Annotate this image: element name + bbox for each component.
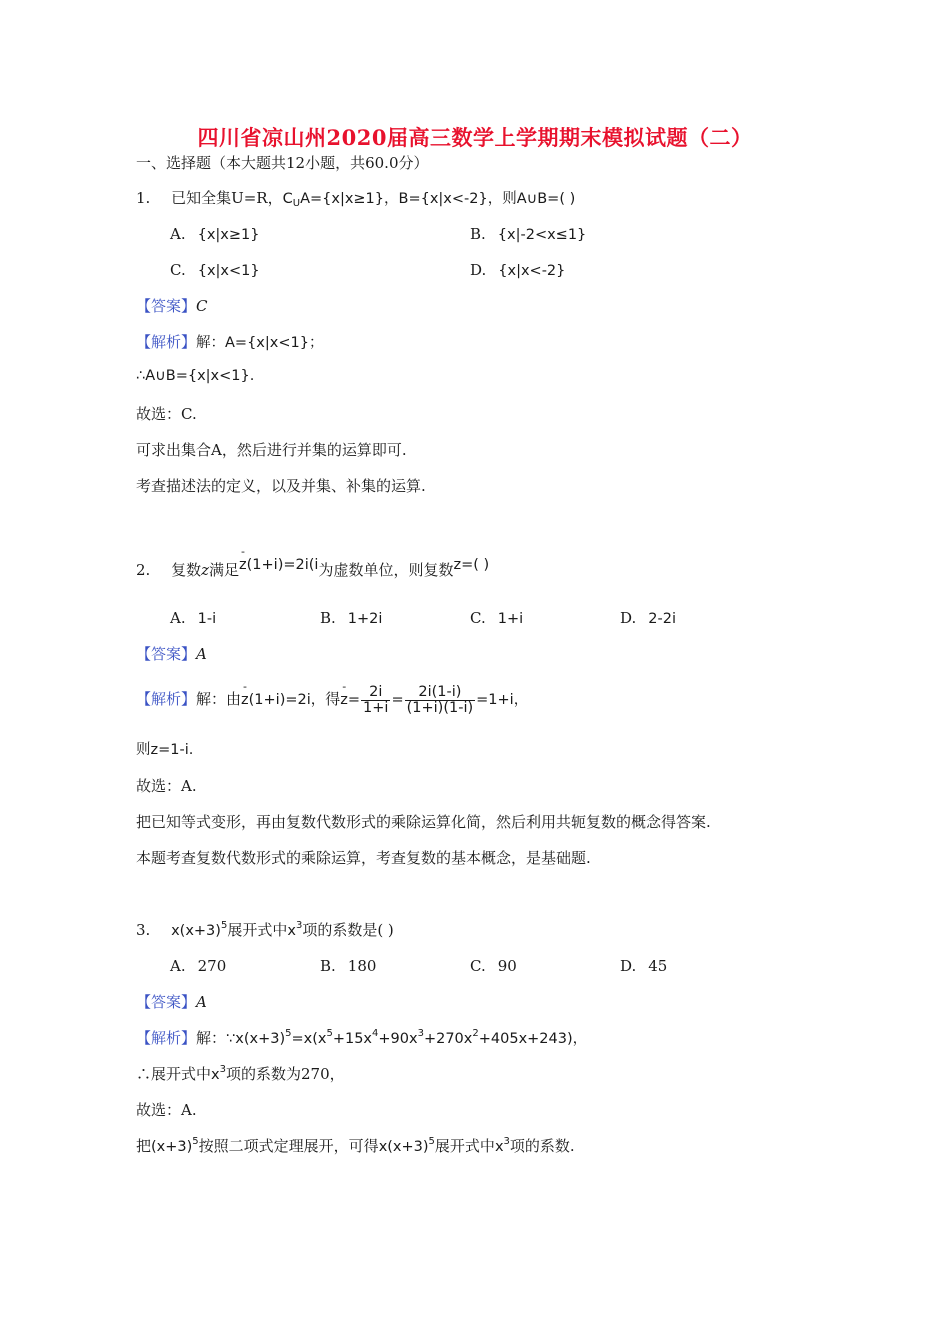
option-c: C. 1+i — [470, 609, 524, 627]
document-title: 四川省凉山州2020届高三数学上学期期末模拟试题（二） — [197, 125, 753, 150]
analysis-line: 【解析】解：A={x|x<1}； — [136, 333, 324, 351]
option-b: B. 180 — [320, 957, 377, 975]
solution-choice: 故选：A. — [136, 777, 197, 795]
answer-tag: 【答案】 — [136, 297, 197, 315]
answer-value: A — [196, 645, 207, 663]
solution-method: 把$(x+3)^5$按照二项式定理展开，可得$x(x+3)^5$展开式中$x^3$项的系数. — [136, 1136, 575, 1155]
answer-line — [136, 644, 207, 664]
answer-tag: 【答案】 — [136, 645, 197, 663]
question-number: 3. — [136, 921, 151, 939]
solution-step: ∴A∪B={x|x<1}. — [136, 368, 255, 384]
solution-note: 本题考查复数代数形式的乘除运算，考查复数的基本概念，是基础题. — [136, 849, 591, 867]
option-d: D. 2-2i — [620, 609, 676, 627]
solution-step: ∴展开式中$x^3$项的系数为270， — [136, 1064, 345, 1083]
analysis-tag: 【解析】 — [136, 333, 197, 351]
question-3-stem: 3. $x(x+3)^5$展开式中$x^3$项的系数是( ) — [136, 920, 394, 939]
fraction: $\frac{2i}{1+i}$ — [363, 683, 389, 716]
option-c: C. {x|x<1} — [170, 261, 260, 279]
section-heading: 一、选择题（本大题共12小题，共60.0分） — [136, 154, 429, 172]
answer-tag: 【答案】 — [136, 993, 197, 1011]
solution-step: 则z=1-i. — [136, 742, 194, 758]
answer-line — [136, 296, 208, 316]
analysis-line: 【解析】解：$\because x(x+3)^5=x(x^5+15x^4+90x^3+270x^2+405x+243)$， — [136, 1028, 588, 1047]
question-formula: A={x|x≥1}，B={x|x<-2}，则A∪B=( ) — [300, 191, 576, 207]
question-number: 2. — [136, 561, 151, 579]
solution-note: 考查描述法的定义，以及并集、补集的运算. — [136, 477, 426, 495]
solution-method: 可求出集合A，然后进行并集的运算即可. — [136, 441, 407, 459]
complement-symbol: $C_U$ — [282, 191, 301, 209]
solution-method: 把已知等式变形，再由复数代数形式的乘除运算化简，然后利用共轭复数的概念得答案. — [136, 813, 711, 831]
solution-choice: 故选：A. — [136, 1101, 197, 1119]
question-2-stem: 2. 复数z满足- z(1+i)=2i(i为虚数单位，则复数z=( ) — [136, 560, 489, 581]
answer-value: C — [196, 297, 208, 315]
option-b: B. {x|-2<x≤1} — [470, 225, 587, 243]
question-1-stem — [136, 188, 575, 209]
option-b: B. 1+2i — [320, 609, 383, 627]
option-d: D. 45 — [620, 957, 668, 975]
analysis-tag: 【解析】 — [136, 690, 197, 708]
fraction: $\frac{2i(1-i)}{(1+i)(1-i)}$ — [406, 683, 474, 716]
answer-value: A — [196, 993, 207, 1011]
answer-line — [136, 992, 207, 1012]
question-text: 已知全集U=R， — [171, 189, 283, 207]
option-c: C. 90 — [470, 957, 517, 975]
option-a: A. {x|x≥1} — [170, 225, 260, 243]
option-d: D. {x|x<-2} — [470, 261, 566, 279]
solution-choice: 故选：C. — [136, 405, 197, 423]
option-a: A. 1-i — [170, 609, 217, 627]
analysis-tag: 【解析】 — [136, 1029, 197, 1047]
analysis-line: 【解析】解：由- z(1+i)=2i，得- z= $\frac{2i}{1+i}$ = $\frac{2i(1-i)}{(1+i)(1-i)}$ =1+i， — [136, 682, 528, 717]
question-number: 1. — [136, 189, 151, 207]
option-a: A. 270 — [170, 957, 227, 975]
